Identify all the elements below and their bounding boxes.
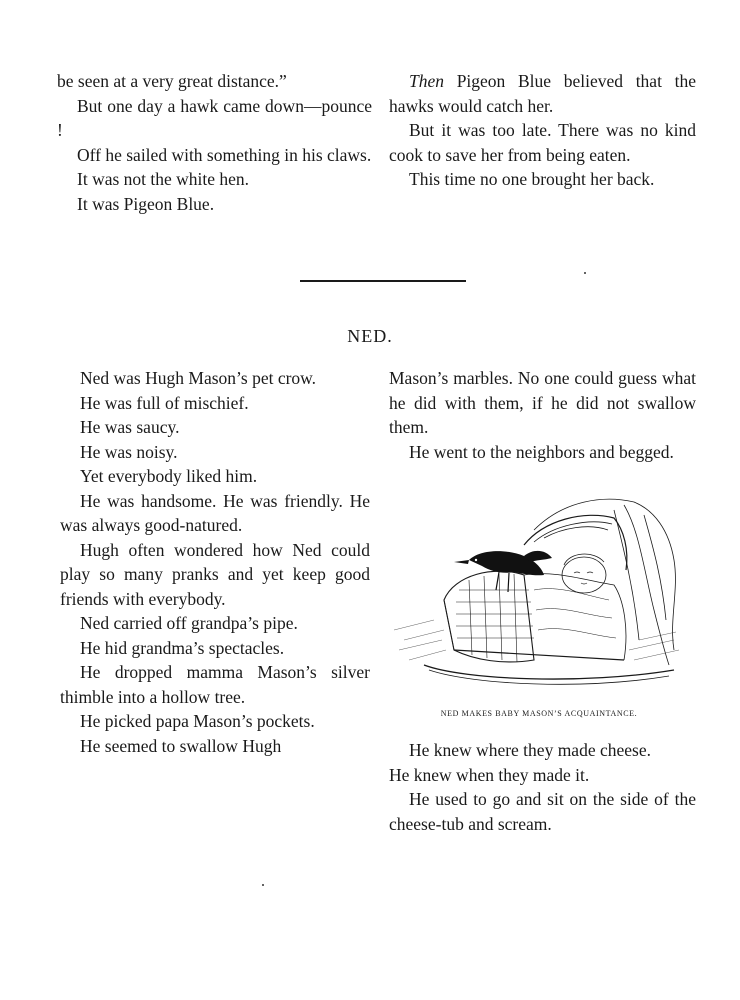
- paragraph: He was full of mischief.: [80, 392, 249, 413]
- ned-right-column-bottom: [389, 738, 696, 836]
- section-divider: [300, 280, 466, 282]
- crow-and-cradle-illustration: [384, 490, 690, 698]
- crow-figure: [454, 551, 552, 592]
- paragraph: He used to go and sit on the side of the cheese-tub and scream.: [389, 789, 696, 834]
- ned-right-column-top: [389, 366, 696, 464]
- paragraph: He went to the neighbors and begged.: [409, 441, 674, 462]
- paragraph: This time no one brought her back.: [409, 169, 655, 189]
- paragraph: Hugh often wondered how Ned could play so many pranks and yet keep good friends with everybody.: [60, 539, 370, 609]
- ink-speck: [262, 884, 264, 886]
- top-right-column: [389, 69, 696, 192]
- paragraph: Mason’s marbles. No one could guess what he did with them, if he did not swallow them.: [389, 368, 696, 437]
- illustration-caption: NED MAKES BABY MASON’S ACQUAINTANCE.: [440, 709, 638, 718]
- ned-left-column: [60, 366, 370, 758]
- paragraph: It was not the white hen.: [77, 169, 250, 189]
- paragraph: But it was too late. There was no kind cook to save her from being eaten.: [389, 120, 696, 165]
- paragraph: Yet everybody liked him.: [80, 466, 258, 486]
- paragraph: But one day a hawk came down—pounce !: [57, 95, 372, 140]
- paragraph: Ned carried off grandpa’s pipe.: [80, 613, 298, 633]
- ink-speck: [584, 272, 586, 274]
- paragraph: He seemed to swallow Hugh: [80, 735, 282, 756]
- paragraph: He knew when they made it.: [389, 764, 590, 785]
- paragraph: [389, 69, 696, 118]
- paragraph: He was noisy.: [80, 441, 178, 462]
- paragraph: He was saucy.: [80, 417, 180, 437]
- paragraph: Ned was Hugh Mason’s pet crow.: [80, 368, 317, 388]
- paragraph: He picked papa Mason’s pockets.: [80, 711, 315, 731]
- top-left-column: [57, 69, 372, 216]
- paragraph-text: Pigeon Blue believed that the hawks would catch her.: [389, 71, 696, 116]
- paragraph: He dropped mamma Mason’s silver thimble into a hollow tree.: [60, 662, 370, 707]
- paragraph: It was Pigeon Blue.: [77, 193, 215, 214]
- paragraph: He hid grandma’s spectacles.: [80, 637, 285, 658]
- paragraph: He was handsome. He was friendly. He was always good-natured.: [60, 490, 370, 535]
- paragraph: Off he sailed with something in his claws.: [77, 144, 372, 165]
- emphasis-then: Then: [409, 71, 444, 91]
- paragraph: He knew where they made cheese.: [409, 740, 651, 760]
- paragraph: be seen at a very great distance.”: [57, 71, 287, 91]
- section-title: NED.: [347, 326, 393, 346]
